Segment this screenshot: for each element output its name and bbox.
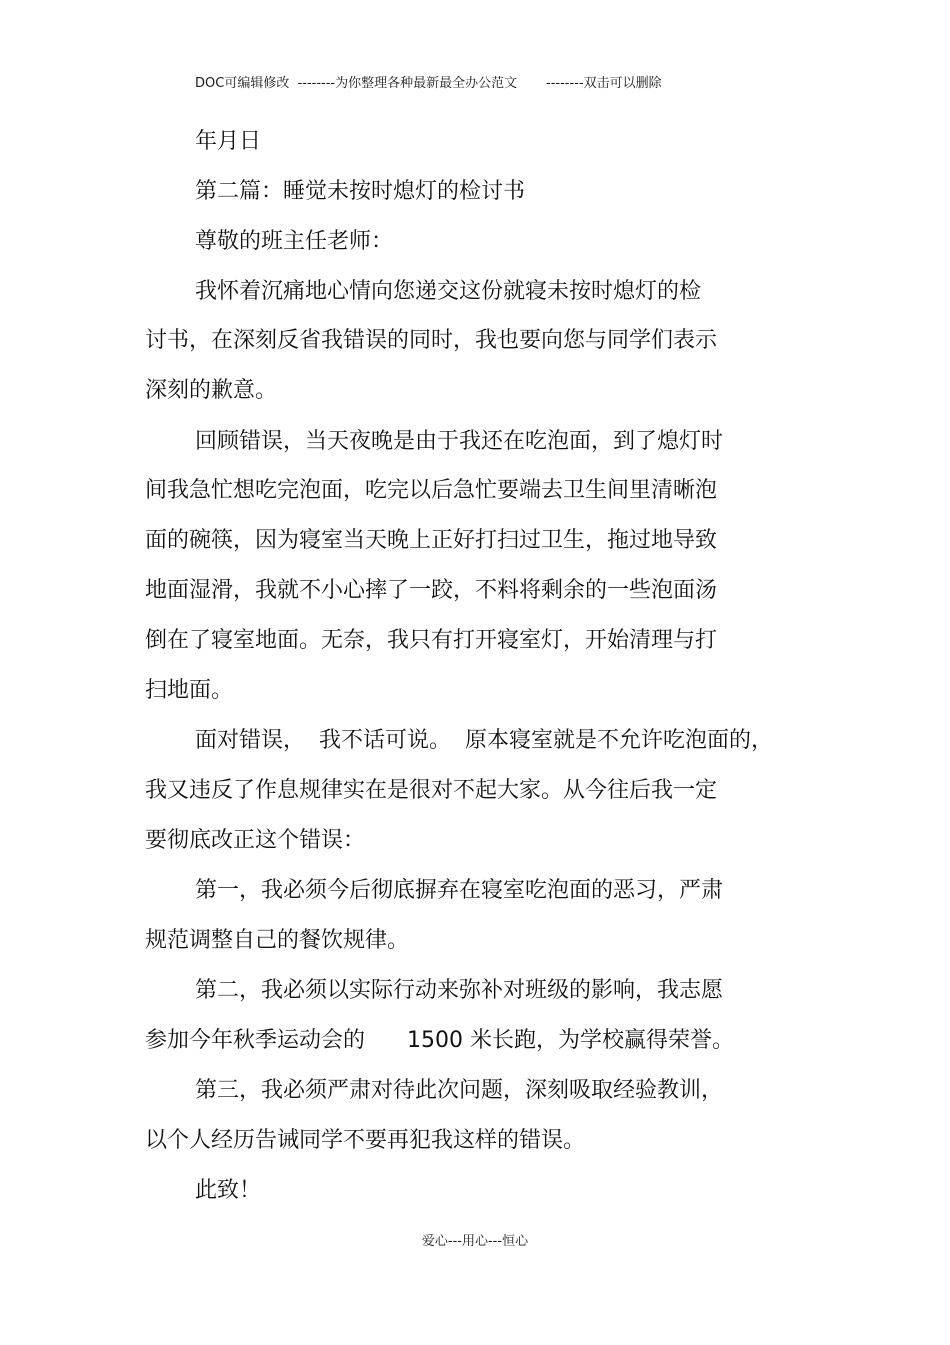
paragraph-line: 扫地面。	[145, 678, 234, 703]
paragraph-line: 回顾错误，当天夜晚是由于我还在吃泡面，到了熄灯时	[195, 429, 724, 454]
page-header: DOC可编辑修改 --------为你整理各种最新最全办公范文 --------双击可以删除	[195, 76, 662, 91]
paragraph-line: 深刻的歉意。	[145, 378, 278, 403]
paragraph-line: 倒在了寝室地面。无奈，我只有打开寝室灯，开始清理与打	[145, 628, 718, 653]
paragraph-line: 第二，我必须以实际行动来弥补对班级的影响，我志愿	[195, 978, 724, 1003]
paragraph-line: 间我急忙想吃完泡面，吃完以后急忙要端去卫生间里清晰泡	[145, 478, 718, 503]
page-footer: 爱心---用心---恒心	[421, 1234, 529, 1249]
paragraph-line: 讨书，在深刻反省我错误的同时，我也要向您与同学们表示	[145, 328, 718, 353]
paragraph-line: 以个人经历告诫同学不要再犯我这样的错误。	[145, 1128, 586, 1153]
paragraph-line: 要彻底改正这个错误：	[145, 828, 366, 853]
date-line: 年月日	[195, 129, 262, 154]
paragraph-line: 我又违反了作息规律实在是很对不起大家。从今往后我一定	[145, 778, 718, 803]
section-title: 第二篇：睡觉未按时熄灯的检讨书	[195, 179, 526, 204]
paragraph-line: 面对错误， 我不话可说。 原本寝室就是不允许吃泡面的，	[195, 728, 773, 753]
paragraph-line: 规范调整自己的餐饮规律。	[145, 928, 410, 953]
paragraph-line: 地面湿滑，我就不小心摔了一跤，不料将剩余的一些泡面汤	[145, 578, 718, 603]
paragraph-line: 面的碗筷，因为寝室当天晚上正好打扫过卫生，拖过地导致	[145, 528, 718, 553]
paragraph-line: 第一，我必须今后彻底摒弃在寝室吃泡面的恶习，严肃	[195, 878, 724, 903]
closing-line: 此致！	[195, 1178, 262, 1203]
paragraph-line: 我怀着沉痛地心情向您递交这份就寝未按时熄灯的检	[195, 279, 702, 304]
paragraph-line: 第三，我必须严肃对待此次问题，深刻吸取经验教训，	[195, 1078, 724, 1103]
paragraph-line: 参加今年秋季运动会的 1500 米长跑，为学校赢得荣誉。	[145, 1028, 734, 1053]
salutation: 尊敬的班主任老师：	[195, 229, 394, 254]
